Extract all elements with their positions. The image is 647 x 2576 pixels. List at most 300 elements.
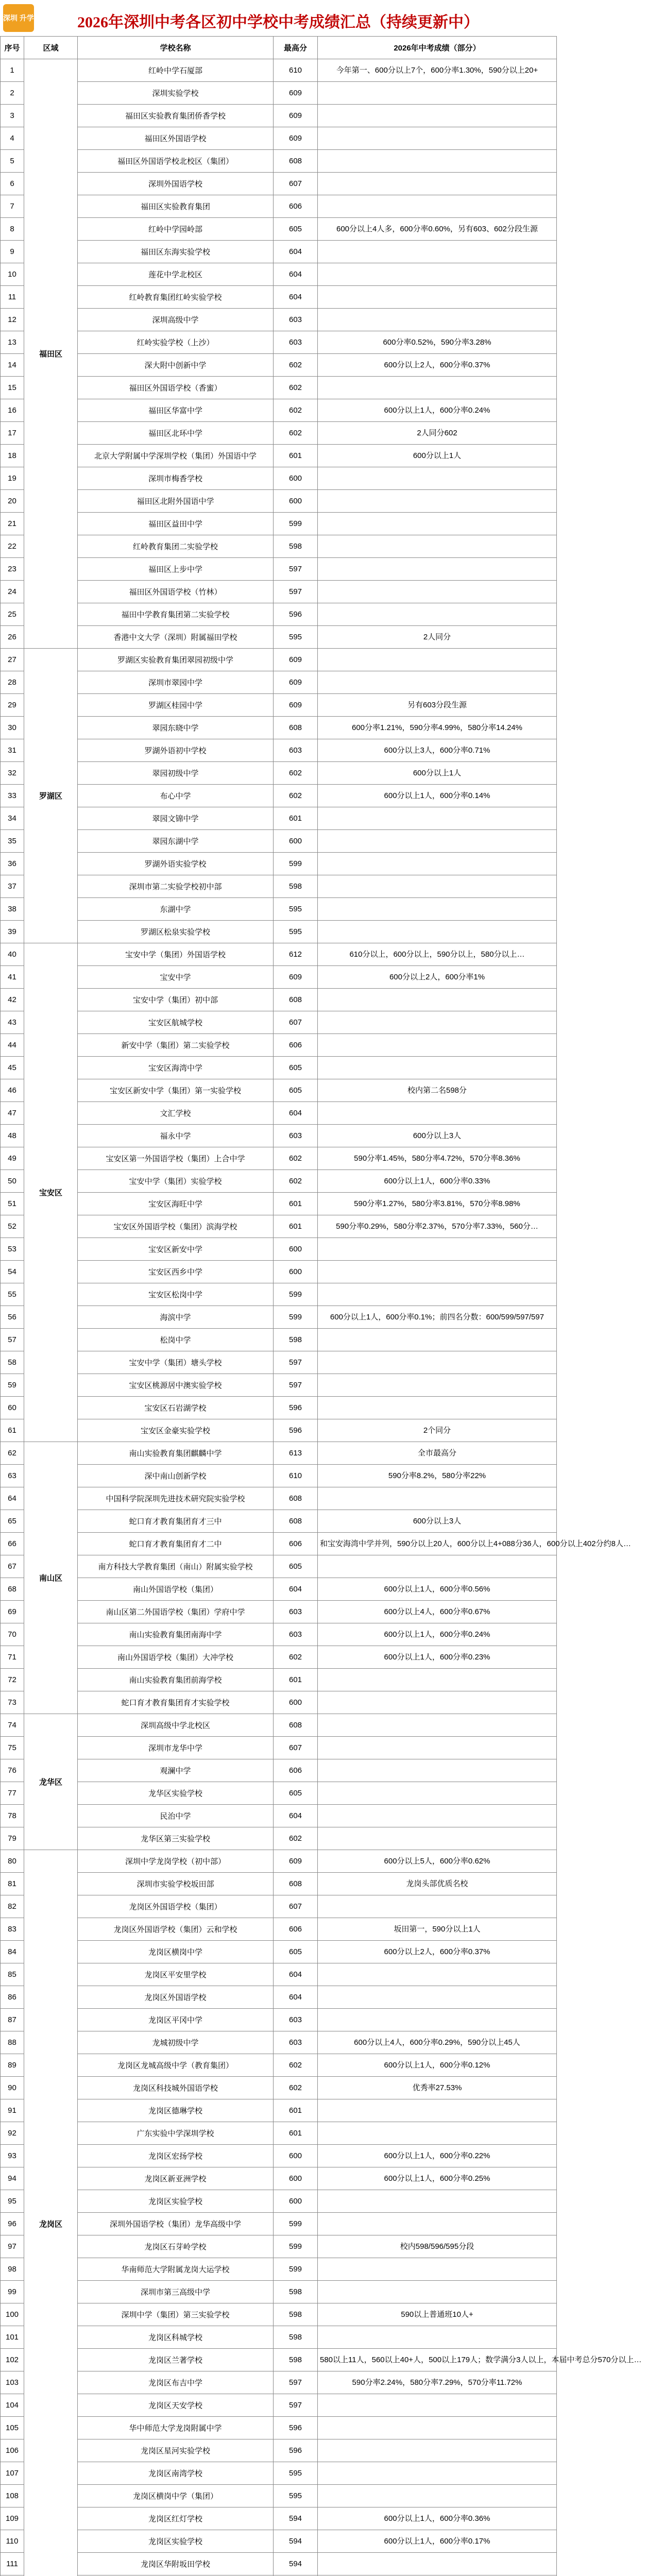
school-name: 福田区北环中学	[78, 422, 274, 445]
school-name: 福田中学教育集团第二实验学校	[78, 603, 274, 626]
row-seq: 2	[1, 82, 24, 105]
row-seq: 15	[1, 377, 24, 399]
top-score: 609	[274, 82, 318, 105]
table-row	[1, 989, 557, 1011]
row-seq: 40	[1, 943, 24, 966]
score-note	[318, 1782, 557, 1805]
score-note	[318, 921, 557, 943]
table-row	[1, 2122, 557, 2145]
table-row	[1, 1850, 557, 1873]
top-score: 600	[274, 490, 318, 513]
table-row	[1, 1329, 557, 1351]
table-row	[1, 830, 557, 853]
row-seq: 85	[1, 1963, 24, 1986]
score-note: 另有603分段生源	[318, 694, 557, 717]
score-note: 2个同分	[318, 1419, 557, 1442]
table-row	[1, 1057, 557, 1079]
top-score: 603	[274, 2009, 318, 2031]
top-score: 606	[274, 1918, 318, 1941]
table-row	[1, 2099, 557, 2122]
table-row	[1, 875, 557, 898]
row-seq: 41	[1, 966, 24, 989]
table-row	[1, 2213, 557, 2235]
row-seq: 87	[1, 2009, 24, 2031]
score-note	[318, 807, 557, 830]
school-name: 翠园文锦中学	[78, 807, 274, 830]
school-name: 龙岗区宏扬学校	[78, 2145, 274, 2167]
row-seq: 37	[1, 875, 24, 898]
row-seq: 78	[1, 1805, 24, 1827]
top-score: 610	[274, 59, 318, 82]
top-score: 605	[274, 1941, 318, 1963]
row-seq: 79	[1, 1827, 24, 1850]
school-name: 福田区北附外国语中学	[78, 490, 274, 513]
table-row	[1, 966, 557, 989]
school-name: 龙岗区德琳学校	[78, 2099, 274, 2122]
top-score: 606	[274, 195, 318, 218]
top-score: 603	[274, 1601, 318, 1623]
row-seq: 91	[1, 2099, 24, 2122]
top-score: 609	[274, 649, 318, 671]
row-seq: 42	[1, 989, 24, 1011]
school-name: 蛇口育才教育集团育才实验学校	[78, 1691, 274, 1714]
score-note: 校内第二名598分	[318, 1079, 557, 1102]
score-note	[318, 2099, 557, 2122]
top-score: 598	[274, 1329, 318, 1351]
table-row	[1, 1102, 557, 1125]
score-note	[318, 1102, 557, 1125]
score-note	[318, 1759, 557, 1782]
school-name: 龙岗区横岗中学（集团）	[78, 2485, 274, 2507]
school-name: 龙岗区新亚洲学校	[78, 2167, 274, 2190]
school-name: 红岭中学石厦部	[78, 59, 274, 82]
row-seq: 28	[1, 671, 24, 694]
top-score: 597	[274, 581, 318, 603]
table-row	[1, 1487, 557, 1510]
top-score: 600	[274, 830, 318, 853]
score-note: 590分率0.29%，580分率2.37%，570分率7.33%，560分…	[318, 1215, 557, 1238]
row-seq: 45	[1, 1057, 24, 1079]
table-row	[1, 2009, 557, 2031]
table-row	[1, 1578, 557, 1601]
top-score: 594	[274, 2530, 318, 2553]
score-note: 600分以上1人，600分率0.25%	[318, 2167, 557, 2190]
top-score: 607	[274, 1737, 318, 1759]
row-seq: 73	[1, 1691, 24, 1714]
table-row	[1, 241, 557, 263]
top-score: 602	[274, 1170, 318, 1193]
top-score: 609	[274, 966, 318, 989]
top-score: 607	[274, 1895, 318, 1918]
school-name: 南山外国语学校（集团）大冲学校	[78, 1646, 274, 1669]
top-score: 595	[274, 2462, 318, 2485]
table-row	[1, 1873, 557, 1895]
top-score: 604	[274, 1963, 318, 1986]
school-name: 龙岗区实验学校	[78, 2190, 274, 2213]
score-note	[318, 1397, 557, 1419]
table-row	[1, 1737, 557, 1759]
score-note	[318, 1034, 557, 1057]
row-seq: 100	[1, 2303, 24, 2326]
row-seq: 21	[1, 513, 24, 535]
row-seq: 96	[1, 2213, 24, 2235]
school-name: 龙城初级中学	[78, 2031, 274, 2054]
header-note: 2026年中考成绩（部分）	[318, 37, 557, 59]
top-score: 602	[274, 377, 318, 399]
top-score: 605	[274, 218, 318, 241]
school-name: 宝安区海旺中学	[78, 1193, 274, 1215]
school-name: 深圳实验学校	[78, 82, 274, 105]
school-name: 宝安区桃源居中澳实验学校	[78, 1374, 274, 1397]
table-row	[1, 422, 557, 445]
school-name: 松岗中学	[78, 1329, 274, 1351]
score-note	[318, 513, 557, 535]
score-note	[318, 2394, 557, 2417]
table-row	[1, 603, 557, 626]
row-seq: 7	[1, 195, 24, 218]
score-note: 2人同分602	[318, 422, 557, 445]
row-seq: 16	[1, 399, 24, 422]
score-note: 600分以上2人，600分率0.37%	[318, 354, 557, 377]
row-seq: 3	[1, 105, 24, 127]
table-row	[1, 2258, 557, 2281]
score-note: 600分以上1人	[318, 445, 557, 467]
row-seq: 75	[1, 1737, 24, 1759]
row-seq: 80	[1, 1850, 24, 1873]
row-seq: 60	[1, 1397, 24, 1419]
score-note	[318, 1374, 557, 1397]
row-seq: 64	[1, 1487, 24, 1510]
school-name: 翠园初级中学	[78, 762, 274, 785]
score-note	[318, 2462, 557, 2485]
table-row	[1, 490, 557, 513]
school-name: 深圳市实验学校坂田部	[78, 1873, 274, 1895]
score-note	[318, 2213, 557, 2235]
school-name: 宝安区西乡中学	[78, 1261, 274, 1283]
table-row	[1, 1419, 557, 1442]
school-name: 龙岗区华附坂田学校	[78, 2553, 274, 2575]
school-name: 罗湖区桂园中学	[78, 694, 274, 717]
table-body	[1, 59, 642, 2576]
row-seq: 33	[1, 785, 24, 807]
table-row	[1, 694, 557, 717]
school-name: 宝安区松岗中学	[78, 1283, 274, 1306]
top-score: 597	[274, 1351, 318, 1374]
school-name: 蛇口育才教育集团育才三中	[78, 1510, 274, 1533]
school-name: 宝安区海湾中学	[78, 1057, 274, 1079]
table-row	[1, 2439, 557, 2462]
table-row	[1, 671, 557, 694]
top-score: 597	[274, 1374, 318, 1397]
score-note: 600分以上2人，600分率1%	[318, 966, 557, 989]
top-score: 598	[274, 2326, 318, 2349]
table-row	[1, 1238, 557, 1261]
table-row	[1, 535, 557, 558]
top-score: 603	[274, 309, 318, 331]
score-note: 600分以上1人，600分率0.14%	[318, 785, 557, 807]
top-score: 601	[274, 807, 318, 830]
table-row	[1, 1147, 557, 1170]
table-row	[1, 2507, 557, 2530]
row-seq: 5	[1, 150, 24, 173]
school-name: 福田区东海实验学校	[78, 241, 274, 263]
table-row	[1, 218, 557, 241]
row-seq: 27	[1, 649, 24, 671]
score-note: 600分率1.21%，590分率4.99%，580分率14.24%	[318, 717, 557, 739]
table-header-row	[1, 37, 557, 59]
row-seq: 111	[1, 2553, 24, 2575]
header-score: 最高分	[274, 37, 318, 59]
school-name: 龙岗区石芽岭学校	[78, 2235, 274, 2258]
row-seq: 49	[1, 1147, 24, 1170]
score-note: 600分以上4人，600分率0.29%，590分以上45人	[318, 2031, 557, 2054]
school-name: 深圳中学（集团）第三实验学校	[78, 2303, 274, 2326]
table-row	[1, 1465, 557, 1487]
top-score: 599	[274, 853, 318, 875]
top-score: 606	[274, 1759, 318, 1782]
score-note	[318, 989, 557, 1011]
school-name: 东湖中学	[78, 898, 274, 921]
school-name: 罗湖外语初中学校	[78, 739, 274, 762]
school-name: 南山实验教育集团南海中学	[78, 1623, 274, 1646]
row-seq: 66	[1, 1533, 24, 1555]
school-name: 罗湖区松泉实验学校	[78, 921, 274, 943]
row-seq: 32	[1, 762, 24, 785]
school-name: 宝安中学（集团）外国语学校	[78, 943, 274, 966]
school-name: 宝安区金豪实验学校	[78, 1419, 274, 1442]
school-name: 海滨中学	[78, 1306, 274, 1329]
row-seq: 84	[1, 1941, 24, 1963]
top-score: 600	[274, 2190, 318, 2213]
row-seq: 71	[1, 1646, 24, 1669]
table-row	[1, 2190, 557, 2213]
top-score: 600	[274, 467, 318, 490]
row-seq: 48	[1, 1125, 24, 1147]
school-name: 宝安区新安中学（集团）第一实验学校	[78, 1079, 274, 1102]
top-score: 600	[274, 1691, 318, 1714]
top-score: 595	[274, 921, 318, 943]
table-row	[1, 2371, 557, 2394]
top-score: 609	[274, 1850, 318, 1873]
school-name: 福田区实验教育集团侨香学校	[78, 105, 274, 127]
row-seq: 34	[1, 807, 24, 830]
score-note: 600分以上2人，600分率0.37%	[318, 1941, 557, 1963]
table-row	[1, 331, 557, 354]
school-name: 红岭教育集团红岭实验学校	[78, 286, 274, 309]
score-note	[318, 195, 557, 218]
top-score: 609	[274, 694, 318, 717]
score-note: 600分以上1人，600分率0.24%	[318, 399, 557, 422]
table-row	[1, 1261, 557, 1283]
header-district: 区域	[24, 37, 78, 59]
school-name: 龙岗区龙城高级中学（教育集团）	[78, 2054, 274, 2077]
table-row	[1, 898, 557, 921]
row-seq: 101	[1, 2326, 24, 2349]
table-row	[1, 1986, 557, 2009]
table-row	[1, 1601, 557, 1623]
district-label: 龙岗区	[24, 1850, 78, 2576]
table-row	[1, 1079, 557, 1102]
score-note: 和宝安海湾中学并列，590分以上20人，600分以上4+088分36人，600分以上402分约8人…	[318, 1533, 557, 1555]
row-seq: 59	[1, 1374, 24, 1397]
school-name: 深中南山创新学校	[78, 1465, 274, 1487]
top-score: 603	[274, 739, 318, 762]
school-name: 深圳高级中学	[78, 309, 274, 331]
top-score: 601	[274, 445, 318, 467]
score-note	[318, 2485, 557, 2507]
table-row	[1, 1623, 557, 1646]
school-name: 福田区外国语学校（香蜜）	[78, 377, 274, 399]
top-score: 602	[274, 354, 318, 377]
top-score: 612	[274, 943, 318, 966]
school-name: 深圳市翠园中学	[78, 671, 274, 694]
top-score: 604	[274, 1986, 318, 2009]
school-name: 民治中学	[78, 1805, 274, 1827]
row-seq: 86	[1, 1986, 24, 2009]
row-seq: 90	[1, 2077, 24, 2099]
school-name: 深圳市第三高级中学	[78, 2281, 274, 2303]
score-note: 590分率1.27%，580分率3.81%，570分率8.98%	[318, 1193, 557, 1215]
school-name: 龙岗区科城学校	[78, 2326, 274, 2349]
score-note: 600分以上3人	[318, 1125, 557, 1147]
row-seq: 74	[1, 1714, 24, 1737]
score-note: 600分以上1人，600分率0.24%	[318, 1623, 557, 1646]
row-seq: 109	[1, 2507, 24, 2530]
score-note: 600分以上1人，600分率0.17%	[318, 2530, 557, 2553]
score-note: 610分以上，600分以上，590分以上，580分以上…	[318, 943, 557, 966]
row-seq: 31	[1, 739, 24, 762]
school-name: 龙岗区平安里学校	[78, 1963, 274, 1986]
school-name: 南山实验教育集团麒麟中学	[78, 1442, 274, 1465]
score-note	[318, 558, 557, 581]
row-seq: 47	[1, 1102, 24, 1125]
table-row	[1, 1759, 557, 1782]
table-row	[1, 2235, 557, 2258]
top-score: 605	[274, 1782, 318, 1805]
row-seq: 52	[1, 1215, 24, 1238]
top-score: 610	[274, 1465, 318, 1487]
school-name: 龙岗区星河实验学校	[78, 2439, 274, 2462]
table-row	[1, 1011, 557, 1034]
table-row	[1, 1510, 557, 1533]
top-score: 601	[274, 1669, 318, 1691]
table-row	[1, 1351, 557, 1374]
row-seq: 58	[1, 1351, 24, 1374]
score-note	[318, 1487, 557, 1510]
row-seq: 43	[1, 1011, 24, 1034]
row-seq: 69	[1, 1601, 24, 1623]
school-name: 布心中学	[78, 785, 274, 807]
row-seq: 104	[1, 2394, 24, 2417]
row-seq: 29	[1, 694, 24, 717]
score-note	[318, 853, 557, 875]
row-seq: 97	[1, 2235, 24, 2258]
school-name: 龙岗区平冈中学	[78, 2009, 274, 2031]
school-name: 福永中学	[78, 1125, 274, 1147]
school-name: 龙岗区红灯学校	[78, 2507, 274, 2530]
table-row	[1, 1895, 557, 1918]
school-name: 龙岗区科技城外国语学校	[78, 2077, 274, 2099]
table-row	[1, 921, 557, 943]
top-score: 600	[274, 1238, 318, 1261]
row-seq: 98	[1, 2258, 24, 2281]
school-name: 宝安区新安中学	[78, 1238, 274, 1261]
score-note: 580以上11人，560以上40+人，500以上179人；数学满分3人以上，本届中考总分570分以上…	[318, 2349, 557, 2371]
score-note	[318, 1691, 557, 1714]
top-score: 604	[274, 1102, 318, 1125]
table-row	[1, 2077, 557, 2099]
school-name: 福田区上步中学	[78, 558, 274, 581]
table-row	[1, 1827, 557, 1850]
top-score: 598	[274, 2281, 318, 2303]
table-row	[1, 127, 557, 150]
row-seq: 67	[1, 1555, 24, 1578]
row-seq: 56	[1, 1306, 24, 1329]
top-score: 600	[274, 2167, 318, 2190]
score-note: 600分以上1人	[318, 762, 557, 785]
score-note	[318, 1895, 557, 1918]
score-note	[318, 581, 557, 603]
table-row	[1, 807, 557, 830]
row-seq: 11	[1, 286, 24, 309]
row-seq: 51	[1, 1193, 24, 1215]
score-note: 600分以上1人，600分率0.56%	[318, 1578, 557, 1601]
row-seq: 89	[1, 2054, 24, 2077]
school-name: 香港中文大学（深圳）附属福田学校	[78, 626, 274, 649]
row-seq: 93	[1, 2145, 24, 2167]
score-note	[318, 2258, 557, 2281]
table-row	[1, 467, 557, 490]
school-name: 深圳高级中学北校区	[78, 1714, 274, 1737]
school-name: 福田区益田中学	[78, 513, 274, 535]
school-name: 龙岗区兰著学校	[78, 2349, 274, 2371]
top-score: 601	[274, 2122, 318, 2145]
row-seq: 82	[1, 1895, 24, 1918]
row-seq: 55	[1, 1283, 24, 1306]
score-note	[318, 1714, 557, 1737]
row-seq: 57	[1, 1329, 24, 1351]
top-score: 599	[274, 2213, 318, 2235]
score-note	[318, 1669, 557, 1691]
row-seq: 106	[1, 2439, 24, 2462]
table-row	[1, 2167, 557, 2190]
top-score: 606	[274, 1533, 318, 1555]
row-seq: 26	[1, 626, 24, 649]
school-name: 深圳市龙华中学	[78, 1737, 274, 1759]
row-seq: 88	[1, 2031, 24, 2054]
row-seq: 70	[1, 1623, 24, 1646]
score-note	[318, 898, 557, 921]
school-name: 观澜中学	[78, 1759, 274, 1782]
top-score: 603	[274, 1623, 318, 1646]
top-score: 603	[274, 1125, 318, 1147]
score-note	[318, 241, 557, 263]
top-score: 605	[274, 1057, 318, 1079]
row-seq: 24	[1, 581, 24, 603]
table-row	[1, 195, 557, 218]
score-note	[318, 2326, 557, 2349]
row-seq: 83	[1, 1918, 24, 1941]
school-name: 莲花中学北校区	[78, 263, 274, 286]
top-score: 600	[274, 2145, 318, 2167]
school-name: 福田区外国语学校北校区（集团）	[78, 150, 274, 173]
table-row	[1, 1215, 557, 1238]
top-score: 596	[274, 603, 318, 626]
table-row	[1, 581, 557, 603]
title-bar	[0, 0, 556, 36]
top-score: 602	[274, 1646, 318, 1669]
score-note	[318, 1011, 557, 1034]
